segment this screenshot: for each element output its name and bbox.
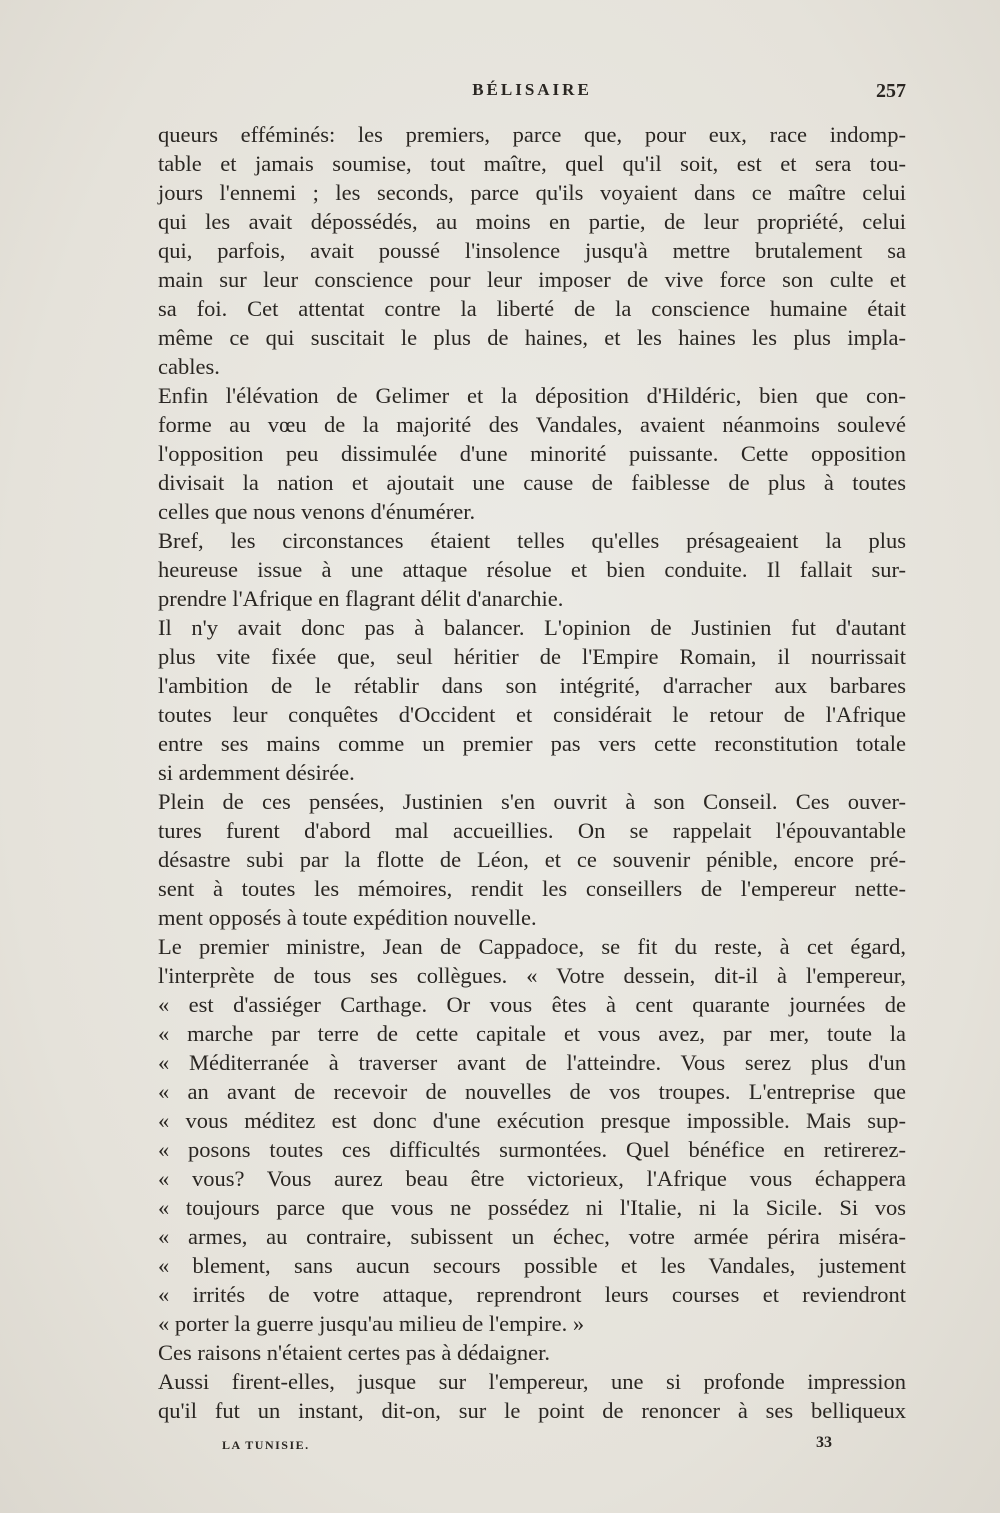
text-line: si ardemment désirée. xyxy=(158,760,355,785)
text-line: queurs efféminés: les premiers, parce que, pour eux, race indomp- xyxy=(158,122,906,147)
text-line: « porter la guerre jusqu'au milieu de l'empire. » xyxy=(158,1311,585,1336)
text-line: Bref, les circonstances étaient telles qu'elles présageaient la plus xyxy=(158,528,906,553)
text-line: désastre subi par la flotte de Léon, et ce souvenir pénible, encore pré- xyxy=(158,847,906,872)
text-line: « armes, au contraire, subissent un échec, votre armée périra miséra- xyxy=(158,1224,906,1249)
text-line: « marche par terre de cette capitale et vous avez, par mer, toute la xyxy=(158,1021,906,1046)
signature-mark: LA TUNISIE. xyxy=(222,1438,310,1452)
text-line: sa foi. Cet attentat contre la liberté de la conscience humaine était xyxy=(158,296,906,321)
text-line: main sur leur conscience pour leur imposer de vive force son culte et xyxy=(158,267,906,292)
text-line: forme au vœu de la majorité des Vandales, avaient néanmoins soulevé xyxy=(158,412,906,437)
text-line: Ces raisons n'étaient certes pas à dédaigner. xyxy=(158,1340,551,1365)
page-header xyxy=(158,80,906,110)
text-line: « Méditerranée à traverser avant de l'atteindre. Vous serez plus d'un xyxy=(158,1050,906,1075)
running-title: BÉLISAIRE xyxy=(472,80,592,99)
text-line: celles que nous venons d'énumérer. xyxy=(158,499,476,524)
text-line: sent à toutes les mémoires, rendit les conseillers de l'empereur nette- xyxy=(158,876,906,901)
text-line: cables. xyxy=(158,354,220,379)
text-line: « irrités de votre attaque, reprendront leurs courses et reviendront xyxy=(158,1282,906,1307)
text-line: même ce qui suscitait le plus de haines, et les haines les plus impla- xyxy=(158,325,906,350)
text-line: toutes leur conquêtes d'Occident et considérait le retour de l'Afrique xyxy=(158,702,906,727)
text-line: Enfin l'élévation de Gelimer et la déposition d'Hildéric, bien que con- xyxy=(158,383,906,408)
text-line: « blement, sans aucun secours possible et les Vandales, justement xyxy=(158,1253,906,1278)
text-line: l'interprète de tous ses collègues. « Votre dessein, dit-il à l'empereur, xyxy=(158,963,906,988)
text-line: divisait la nation et ajoutait une cause de faiblesse de plus à toutes xyxy=(158,470,906,495)
text-line: « est d'assiéger Carthage. Or vous êtes à cent quarante journées de xyxy=(158,992,906,1017)
text-line: heureuse issue à une attaque résolue et bien conduite. Il fallait sur- xyxy=(158,557,906,582)
text-line: plus vite fixée que, seul héritier de l'Empire Romain, il nourrissait xyxy=(158,644,906,669)
text-line: « vous méditez est donc d'une exécution presque impossible. Mais sup- xyxy=(158,1108,906,1133)
page-footer xyxy=(222,1434,832,1468)
text-line: ment opposés à toute expédition nouvelle. xyxy=(158,905,537,930)
text-line: prendre l'Afrique en flagrant délit d'anarchie. xyxy=(158,586,564,611)
text-line: Plein de ces pensées, Justinien s'en ouvrit à son Conseil. Ces ouver- xyxy=(158,789,906,814)
text-line: l'opposition peu dissimulée d'une minorité puissante. Cette opposition xyxy=(158,441,906,466)
text-line: « vous? Vous aurez beau être victorieux, l'Afrique vous échappera xyxy=(158,1166,906,1191)
page-number: 257 xyxy=(876,80,906,102)
text-line: jours l'ennemi ; les seconds, parce qu'ils voyaient dans ce maître celui xyxy=(158,180,906,205)
text-line: l'ambition de le rétablir dans son intégrité, d'arracher aux barbares xyxy=(158,673,906,698)
text-line: qui les avait dépossédés, au moins en partie, de leur propriété, celui xyxy=(158,209,906,234)
body-text xyxy=(158,120,906,1425)
sheet-number: 33 xyxy=(816,1434,832,1451)
text-line: qui, parfois, avait poussé l'insolence jusqu'à mettre brutalement sa xyxy=(158,238,906,263)
text-line: entre ses mains comme un premier pas vers cette reconstitution totale xyxy=(158,731,906,756)
text-line: Le premier ministre, Jean de Cappadoce, se fit du reste, à cet égard, xyxy=(158,934,906,959)
text-line: « an avant de recevoir de nouvelles de vos troupes. L'entreprise que xyxy=(158,1079,906,1104)
text-line: Il n'y avait donc pas à balancer. L'opinion de Justinien fut d'autant xyxy=(158,615,906,640)
text-line: table et jamais soumise, tout maître, quel qu'il soit, est et sera tou- xyxy=(158,151,906,176)
text-line: Aussi firent-elles, jusque sur l'empereur, une si profonde impression xyxy=(158,1369,906,1394)
text-line: tures furent d'abord mal accueillies. On se rappelait l'épouvantable xyxy=(158,818,906,843)
text-line: qu'il fut un instant, dit-on, sur le point de renoncer à ses belliqueux xyxy=(158,1398,906,1423)
text-line: « posons toutes ces difficultés surmontées. Quel bénéfice en retirerez- xyxy=(158,1137,906,1162)
text-line: « toujours parce que vous ne possédez ni l'Italie, ni la Sicile. Si vos xyxy=(158,1195,906,1220)
